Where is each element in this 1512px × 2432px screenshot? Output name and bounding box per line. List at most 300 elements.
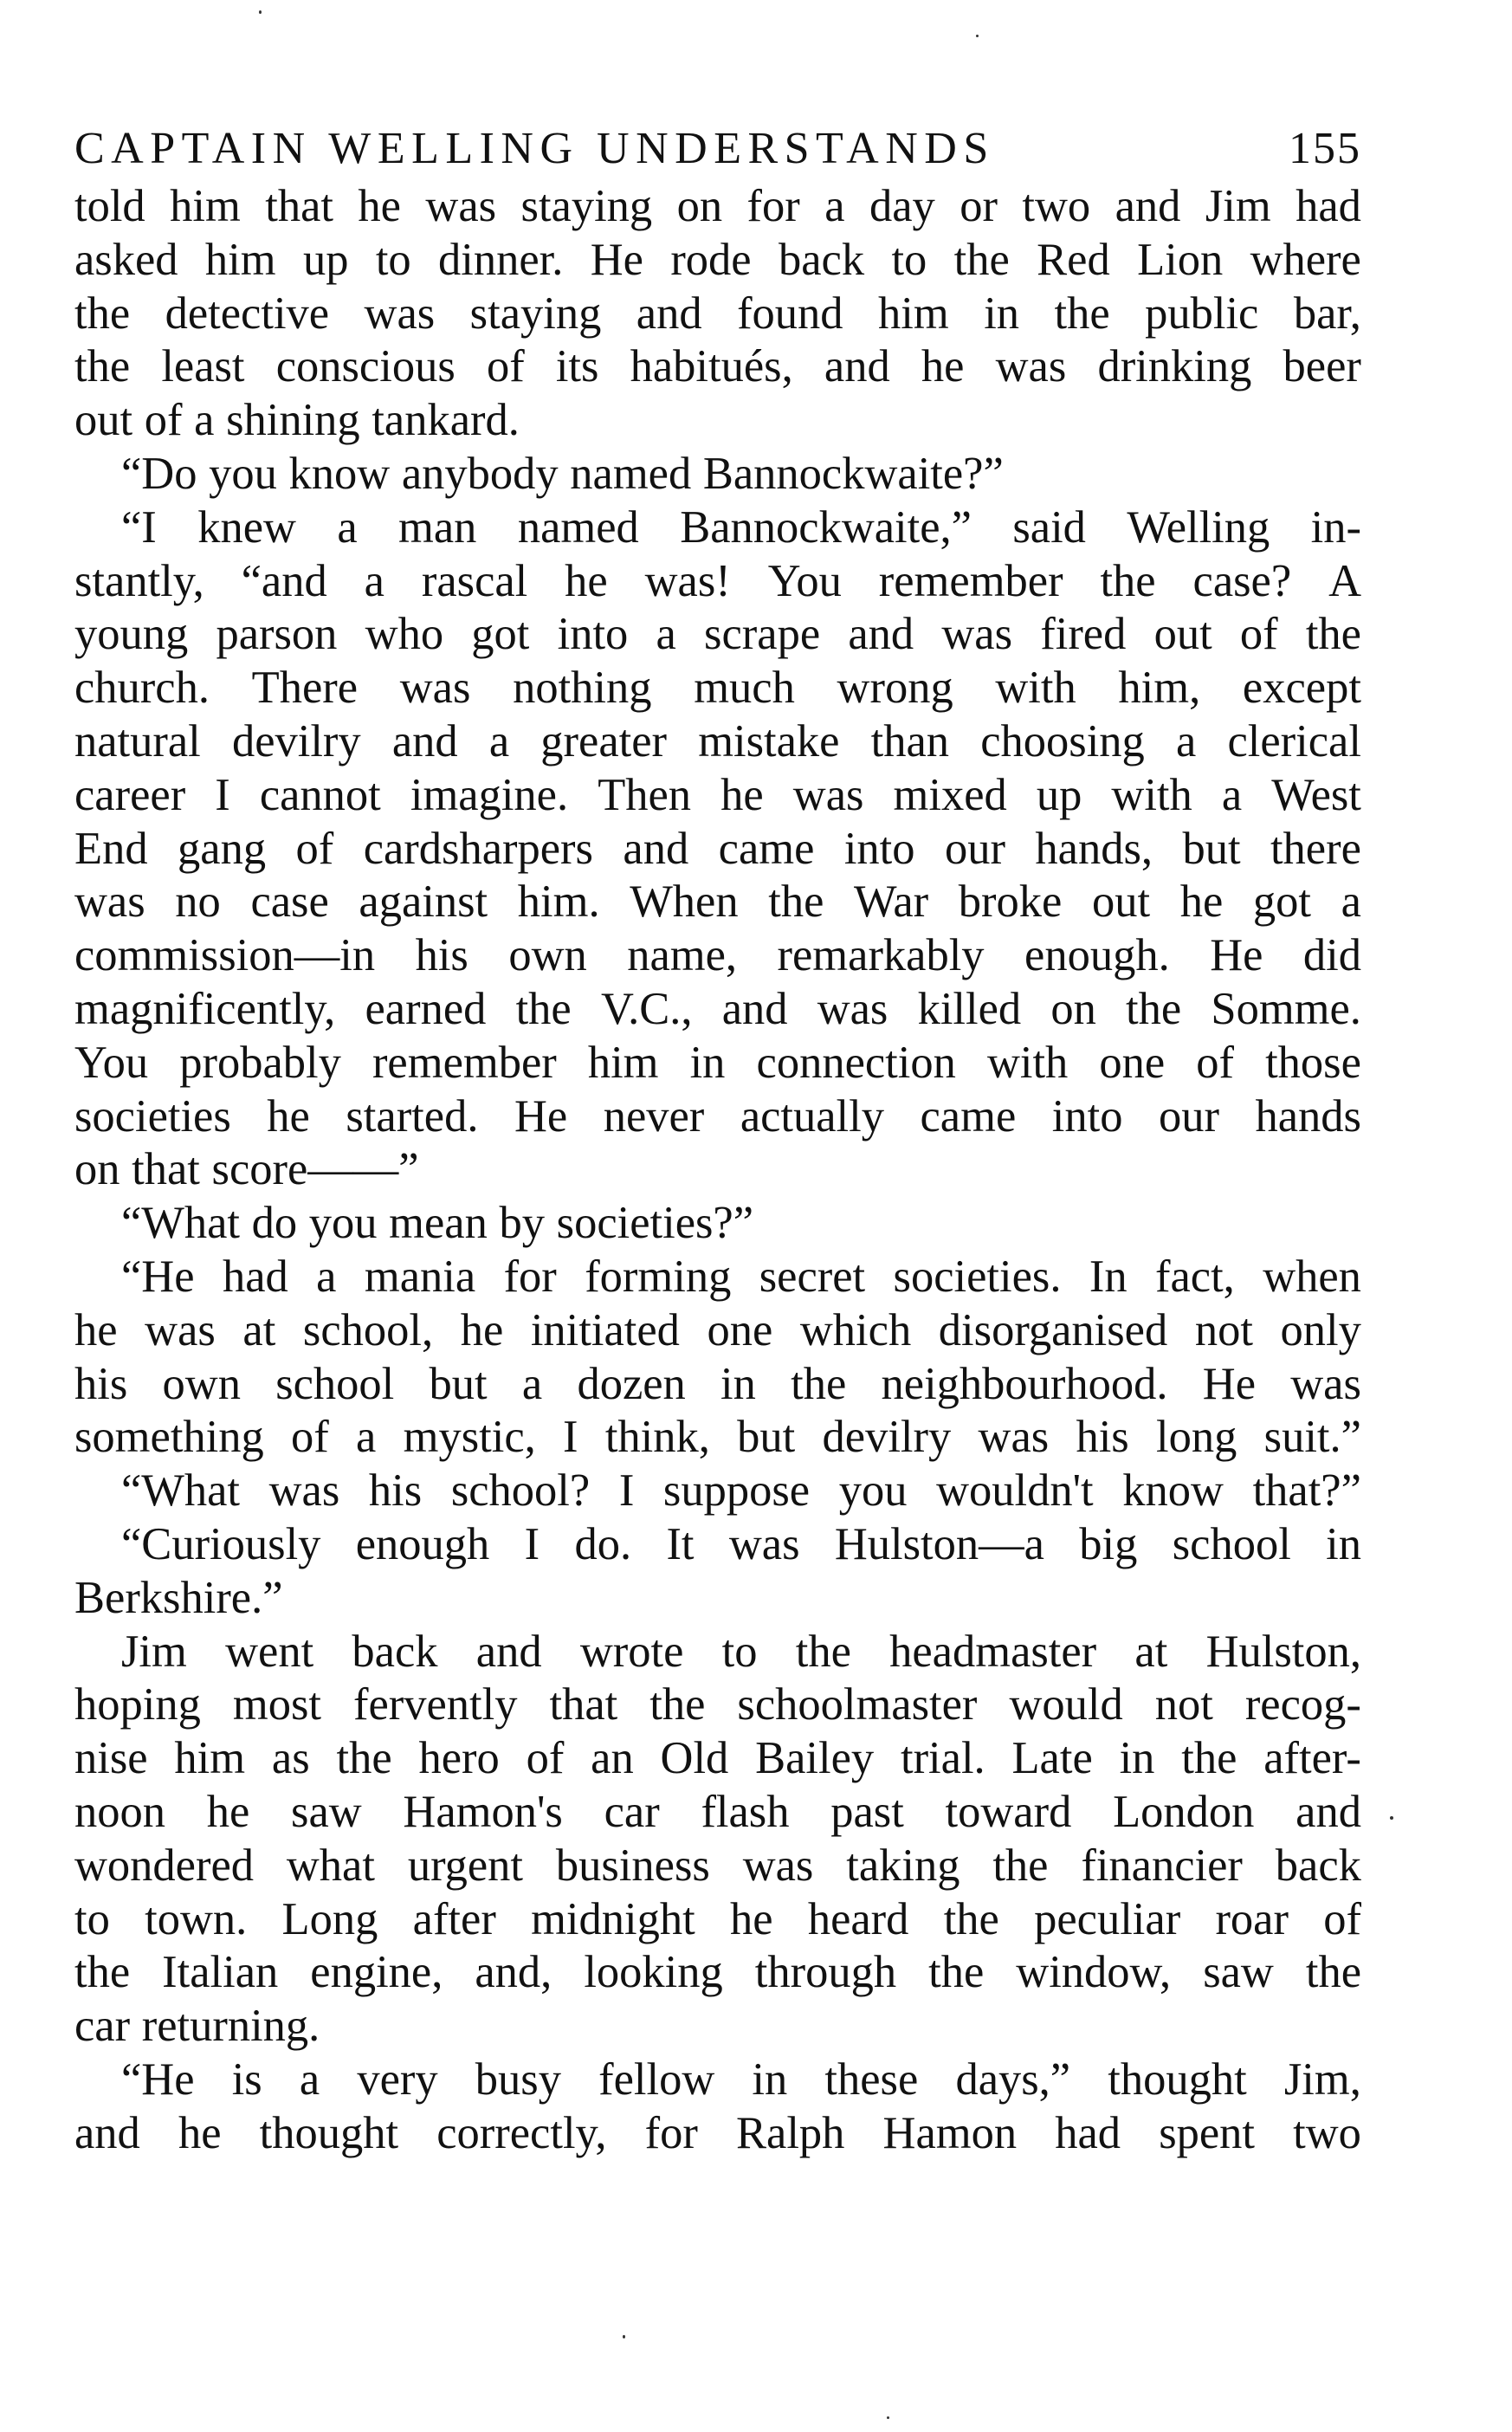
word: the [74, 1947, 131, 1998]
text-line [74, 555, 1361, 609]
word: engine, [310, 1947, 443, 1998]
word: was [268, 1465, 340, 1517]
word: “What [121, 1198, 240, 1249]
word: came [718, 823, 815, 874]
word: enough [355, 1518, 490, 1569]
word: a [824, 181, 845, 231]
word: a [364, 555, 384, 606]
word: there [1270, 823, 1361, 874]
word: very [357, 2054, 438, 2105]
word: out [1153, 609, 1212, 660]
word: remember [878, 555, 1063, 606]
word: noon [74, 1786, 165, 1837]
page-number: 155 [1289, 124, 1361, 173]
word: and [1115, 181, 1181, 231]
word: wrong [837, 663, 953, 714]
word: In [1089, 1251, 1128, 1302]
word: was [364, 288, 436, 339]
word: a [194, 395, 215, 446]
word: spent [1159, 2107, 1256, 2158]
word: but [1182, 823, 1241, 874]
word: a [488, 715, 510, 766]
word: after [412, 1893, 496, 1944]
word: did [1302, 930, 1361, 981]
word: headmaster [889, 1626, 1097, 1677]
word: career [74, 769, 186, 820]
word: school, [302, 1304, 434, 1355]
word: to [721, 1626, 758, 1677]
word: was [817, 983, 888, 1034]
word: broke [958, 876, 1063, 928]
word: car [604, 1786, 660, 1837]
word: into [557, 609, 629, 660]
text-line [74, 340, 1361, 394]
word: a [1175, 715, 1197, 766]
word: he [206, 1786, 250, 1837]
word: for [746, 181, 800, 231]
word: and [848, 609, 914, 660]
word: was [792, 769, 864, 820]
word: of [486, 341, 525, 392]
word: he [74, 1304, 118, 1355]
word: wouldn't [936, 1465, 1094, 1517]
word: a [299, 2054, 320, 2105]
word: for [644, 2107, 698, 2158]
word: Hulston, [1205, 1626, 1361, 1677]
word: hands [1255, 1090, 1361, 1142]
word: score——” [211, 1144, 419, 1195]
word: Jim [121, 1626, 187, 1677]
word: You [74, 1037, 149, 1088]
text-line [74, 1251, 1361, 1304]
word: “I [121, 501, 157, 553]
word: drinking [1097, 341, 1252, 392]
text-line [74, 715, 1361, 769]
word: up [302, 234, 349, 285]
word: “He [121, 1251, 195, 1302]
word: was [978, 1412, 1050, 1463]
word: named [517, 501, 639, 553]
word: the [768, 876, 824, 928]
word: disorganised [938, 1304, 1168, 1355]
word: when [1263, 1251, 1361, 1302]
word: shining [226, 395, 360, 446]
word: Hamon's [403, 1786, 563, 1837]
word: out [1091, 876, 1151, 928]
word: peculiar [1034, 1893, 1181, 1944]
word: the [1305, 1947, 1361, 1998]
word: to [891, 234, 927, 285]
word: “He [121, 2054, 195, 2105]
word: or [960, 181, 998, 231]
word: back [352, 1626, 438, 1677]
word: a [1341, 876, 1361, 928]
text-line [74, 1678, 1361, 1732]
word: had [222, 1251, 288, 1302]
word: case? [1192, 555, 1292, 606]
word: War [854, 876, 929, 928]
word: back [778, 234, 865, 285]
word: roar [1215, 1893, 1289, 1944]
word: that [549, 1679, 618, 1730]
word: of [291, 1412, 329, 1463]
word: against [359, 876, 488, 928]
text-line [74, 876, 1361, 929]
word: Ralph [736, 2107, 845, 2158]
text-line [74, 1090, 1361, 1144]
word: heard [807, 1893, 909, 1944]
word: least [161, 341, 245, 392]
word: Hulston—a [834, 1518, 1044, 1569]
word: town. [145, 1893, 248, 1944]
word: hoping [74, 1679, 201, 1730]
word: the [515, 983, 572, 1034]
word: never [603, 1090, 705, 1142]
word: he [565, 555, 608, 606]
word: of [1239, 609, 1278, 660]
text-line [74, 1037, 1361, 1090]
word: was [742, 1840, 814, 1891]
word: Bannockwaite,” [680, 501, 972, 553]
word: after- [1263, 1733, 1361, 1784]
word: except [1242, 663, 1361, 714]
word: Hamon [882, 2107, 1018, 2158]
word: thought [259, 2107, 399, 2158]
text-line [74, 1946, 1361, 2000]
word: which [799, 1304, 912, 1355]
text-line [74, 769, 1361, 823]
word: its [555, 341, 599, 392]
word: day [869, 181, 935, 231]
word: gang [178, 823, 267, 874]
text-line [74, 1840, 1361, 1893]
word: his [74, 1358, 128, 1409]
text-line [74, 1143, 1361, 1197]
word: a [1221, 769, 1243, 820]
word: he [921, 341, 965, 392]
word: a [356, 1412, 377, 1463]
word: what [286, 1840, 375, 1891]
word: do [251, 1198, 298, 1249]
word: and [475, 1626, 542, 1677]
word: “and [241, 555, 327, 606]
word: car [74, 2001, 131, 2052]
word: in- [1310, 501, 1361, 553]
word: know [288, 448, 391, 499]
word: the [1126, 983, 1182, 1034]
word: choosing [980, 715, 1145, 766]
word: than [870, 715, 950, 766]
word: but [737, 1412, 796, 1463]
word: hero [418, 1733, 500, 1784]
word: had [1055, 2107, 1121, 2158]
word: young [74, 609, 189, 660]
word: the [649, 1679, 706, 1730]
word: returning. [141, 2001, 320, 2052]
text-line [74, 1465, 1361, 1518]
word: his [368, 1465, 423, 1517]
word: Long [281, 1893, 378, 1944]
word: of [1196, 1037, 1234, 1088]
word: and [721, 983, 788, 1034]
text-line [74, 1358, 1361, 1412]
word: dinner. [438, 234, 564, 285]
word: was [74, 876, 145, 928]
word: habitués, [630, 341, 793, 392]
word: school [1172, 1518, 1291, 1569]
word: busy [475, 2054, 561, 2105]
word: He [590, 234, 643, 285]
word: told [74, 181, 145, 231]
word: the [1100, 555, 1156, 606]
word: the [1181, 1733, 1237, 1784]
text-line [74, 234, 1361, 288]
word: him. [517, 876, 600, 928]
word: Old [660, 1733, 729, 1784]
word: “Do [121, 448, 197, 499]
word: urgent [407, 1840, 524, 1891]
word: Welling [1127, 501, 1270, 553]
word: he [358, 181, 401, 231]
word: past [830, 1786, 904, 1837]
word: fellow [598, 2054, 715, 2105]
word: schoolmaster [737, 1679, 978, 1730]
word: the [791, 1358, 847, 1409]
word: “What [121, 1465, 240, 1517]
word: through [754, 1947, 897, 1998]
word: wrote [579, 1626, 684, 1677]
word: fact, [1155, 1251, 1235, 1302]
word: trial. [900, 1733, 985, 1784]
word: on [676, 181, 723, 231]
word: devilry [231, 715, 361, 766]
word: West [1271, 769, 1361, 820]
word: he [1179, 876, 1224, 928]
word: was [941, 609, 1013, 660]
word: When [630, 876, 739, 928]
word: hands, [1035, 823, 1153, 874]
word: started. [346, 1090, 479, 1142]
word: in [1119, 1733, 1155, 1784]
word: cannot [259, 769, 381, 820]
word: was [425, 181, 497, 231]
word: parson [216, 609, 338, 660]
word: initiated [530, 1304, 680, 1355]
word: enough. [1024, 930, 1170, 981]
word: much [694, 663, 795, 714]
word: societies?” [556, 1198, 754, 1249]
word: do. [574, 1518, 632, 1569]
word: big [1079, 1518, 1138, 1569]
word: own [508, 930, 587, 981]
word: He [1210, 930, 1263, 981]
word: came [920, 1090, 1017, 1142]
word: those [1265, 1037, 1361, 1088]
word: these [824, 2054, 919, 2105]
word: clerical [1227, 715, 1361, 766]
word: think, [604, 1412, 710, 1463]
word: remarkably [777, 930, 985, 981]
word: a [316, 1251, 337, 1302]
word: with [986, 1037, 1069, 1088]
word: “Curiously [121, 1518, 321, 1569]
word: London [1113, 1786, 1255, 1837]
word: the [992, 1840, 1049, 1891]
word: that [132, 1144, 200, 1195]
word: There [251, 663, 359, 714]
word: nothing [513, 663, 652, 714]
word: mistake [698, 715, 840, 766]
scan-speck [259, 10, 262, 14]
word: thought [1108, 2054, 1247, 2105]
word: a [656, 609, 676, 660]
word: I [618, 1465, 635, 1517]
word: a [521, 1358, 543, 1409]
word: neighbourhood. [881, 1358, 1168, 1409]
word: that [265, 181, 333, 231]
scan-speck [1390, 1816, 1393, 1820]
word: He [1202, 1358, 1256, 1409]
word: you [838, 1465, 908, 1517]
text-line [74, 2000, 1361, 2054]
word: of [144, 395, 183, 446]
word: two [1293, 2107, 1361, 2158]
chapter-title: CAPTAIN WELLING UNDERSTANDS [74, 124, 995, 173]
word: you [209, 448, 277, 499]
word: bar, [1293, 288, 1361, 339]
word: in [984, 288, 1020, 339]
word: imagine. [410, 769, 569, 820]
word: was [145, 1304, 216, 1355]
text-line [74, 929, 1361, 983]
text-line [74, 394, 1361, 448]
word: and [636, 288, 702, 339]
word: our [1158, 1090, 1219, 1142]
text-line [74, 1786, 1361, 1840]
word: Bailey [755, 1733, 875, 1784]
word: scrape [704, 609, 821, 660]
word: as [271, 1733, 310, 1784]
word: I [215, 769, 230, 820]
word: societies [74, 1090, 231, 1142]
word: school [275, 1358, 395, 1409]
word: would [1009, 1679, 1123, 1730]
word: and [623, 823, 689, 874]
word: suppose [662, 1465, 811, 1517]
word: he [178, 2107, 222, 2158]
text-line [74, 1893, 1361, 1947]
word: staying [520, 181, 653, 231]
word: one [1099, 1037, 1166, 1088]
word: taking [846, 1840, 960, 1891]
word: know [1122, 1465, 1224, 1517]
word: him [174, 1733, 246, 1784]
word: rode [670, 234, 752, 285]
text-line [74, 448, 1361, 501]
word: he [267, 1090, 310, 1142]
scan-speck [976, 35, 979, 37]
word: the [1305, 609, 1361, 660]
word: into [1051, 1090, 1123, 1142]
word: his [1076, 1412, 1129, 1463]
text-line [74, 662, 1361, 715]
word: V.C., [600, 983, 693, 1034]
word: magnificently, [74, 983, 336, 1034]
word: public [1145, 288, 1259, 339]
word: our [944, 823, 1005, 874]
word: he [729, 1893, 773, 1944]
word: remember [372, 1037, 557, 1088]
text-line [74, 983, 1361, 1037]
word: killed [917, 983, 1022, 1034]
word: something [74, 1412, 264, 1463]
word: long [1156, 1412, 1237, 1463]
word: who [365, 609, 444, 660]
word: fervently [352, 1679, 518, 1730]
word: him, [1118, 663, 1201, 714]
word: man [398, 501, 477, 553]
word: with [995, 663, 1076, 714]
word: the [74, 288, 131, 339]
word: toward [945, 1786, 1072, 1837]
word: Late [1011, 1733, 1093, 1784]
word: up [1036, 769, 1082, 820]
word: mania [364, 1251, 476, 1302]
word: name, [627, 930, 738, 981]
text-line [74, 2107, 1361, 2161]
text-line [74, 1518, 1361, 1572]
word: was [399, 663, 471, 714]
word: dozen [577, 1358, 686, 1409]
word: probably [179, 1037, 341, 1088]
word: got [471, 609, 530, 660]
word: a [337, 501, 358, 553]
word: you [308, 1198, 378, 1249]
word: to [74, 1893, 110, 1944]
word: correctly, [436, 2107, 607, 2158]
word: recog- [1244, 1679, 1361, 1730]
text-line [74, 1411, 1361, 1465]
word: midnight [531, 1893, 695, 1944]
body-text [74, 180, 1361, 2160]
text-line [74, 823, 1361, 876]
word: fired [1040, 609, 1127, 660]
word: commission—in [74, 930, 376, 981]
word: school? [450, 1465, 591, 1517]
text-line [74, 608, 1361, 662]
word: the [943, 1893, 999, 1944]
word: at [1134, 1626, 1168, 1677]
word: of [295, 823, 334, 874]
word: Then [598, 769, 692, 820]
word: was [1290, 1358, 1361, 1409]
word: Italian [162, 1947, 279, 1998]
word: I [524, 1518, 540, 1569]
word: church. [74, 663, 210, 714]
word: but [429, 1358, 488, 1409]
text-line [74, 2054, 1361, 2107]
word: back [1275, 1840, 1361, 1891]
word: cardsharpers [363, 823, 593, 874]
word: wondered [74, 1840, 255, 1891]
word: of [1323, 1893, 1361, 1944]
word: forming [585, 1251, 732, 1302]
word: days,” [955, 2054, 1071, 2105]
word: the [1054, 288, 1110, 339]
word: saw [291, 1786, 362, 1837]
word: him [204, 234, 276, 285]
word: conscious [275, 341, 456, 392]
